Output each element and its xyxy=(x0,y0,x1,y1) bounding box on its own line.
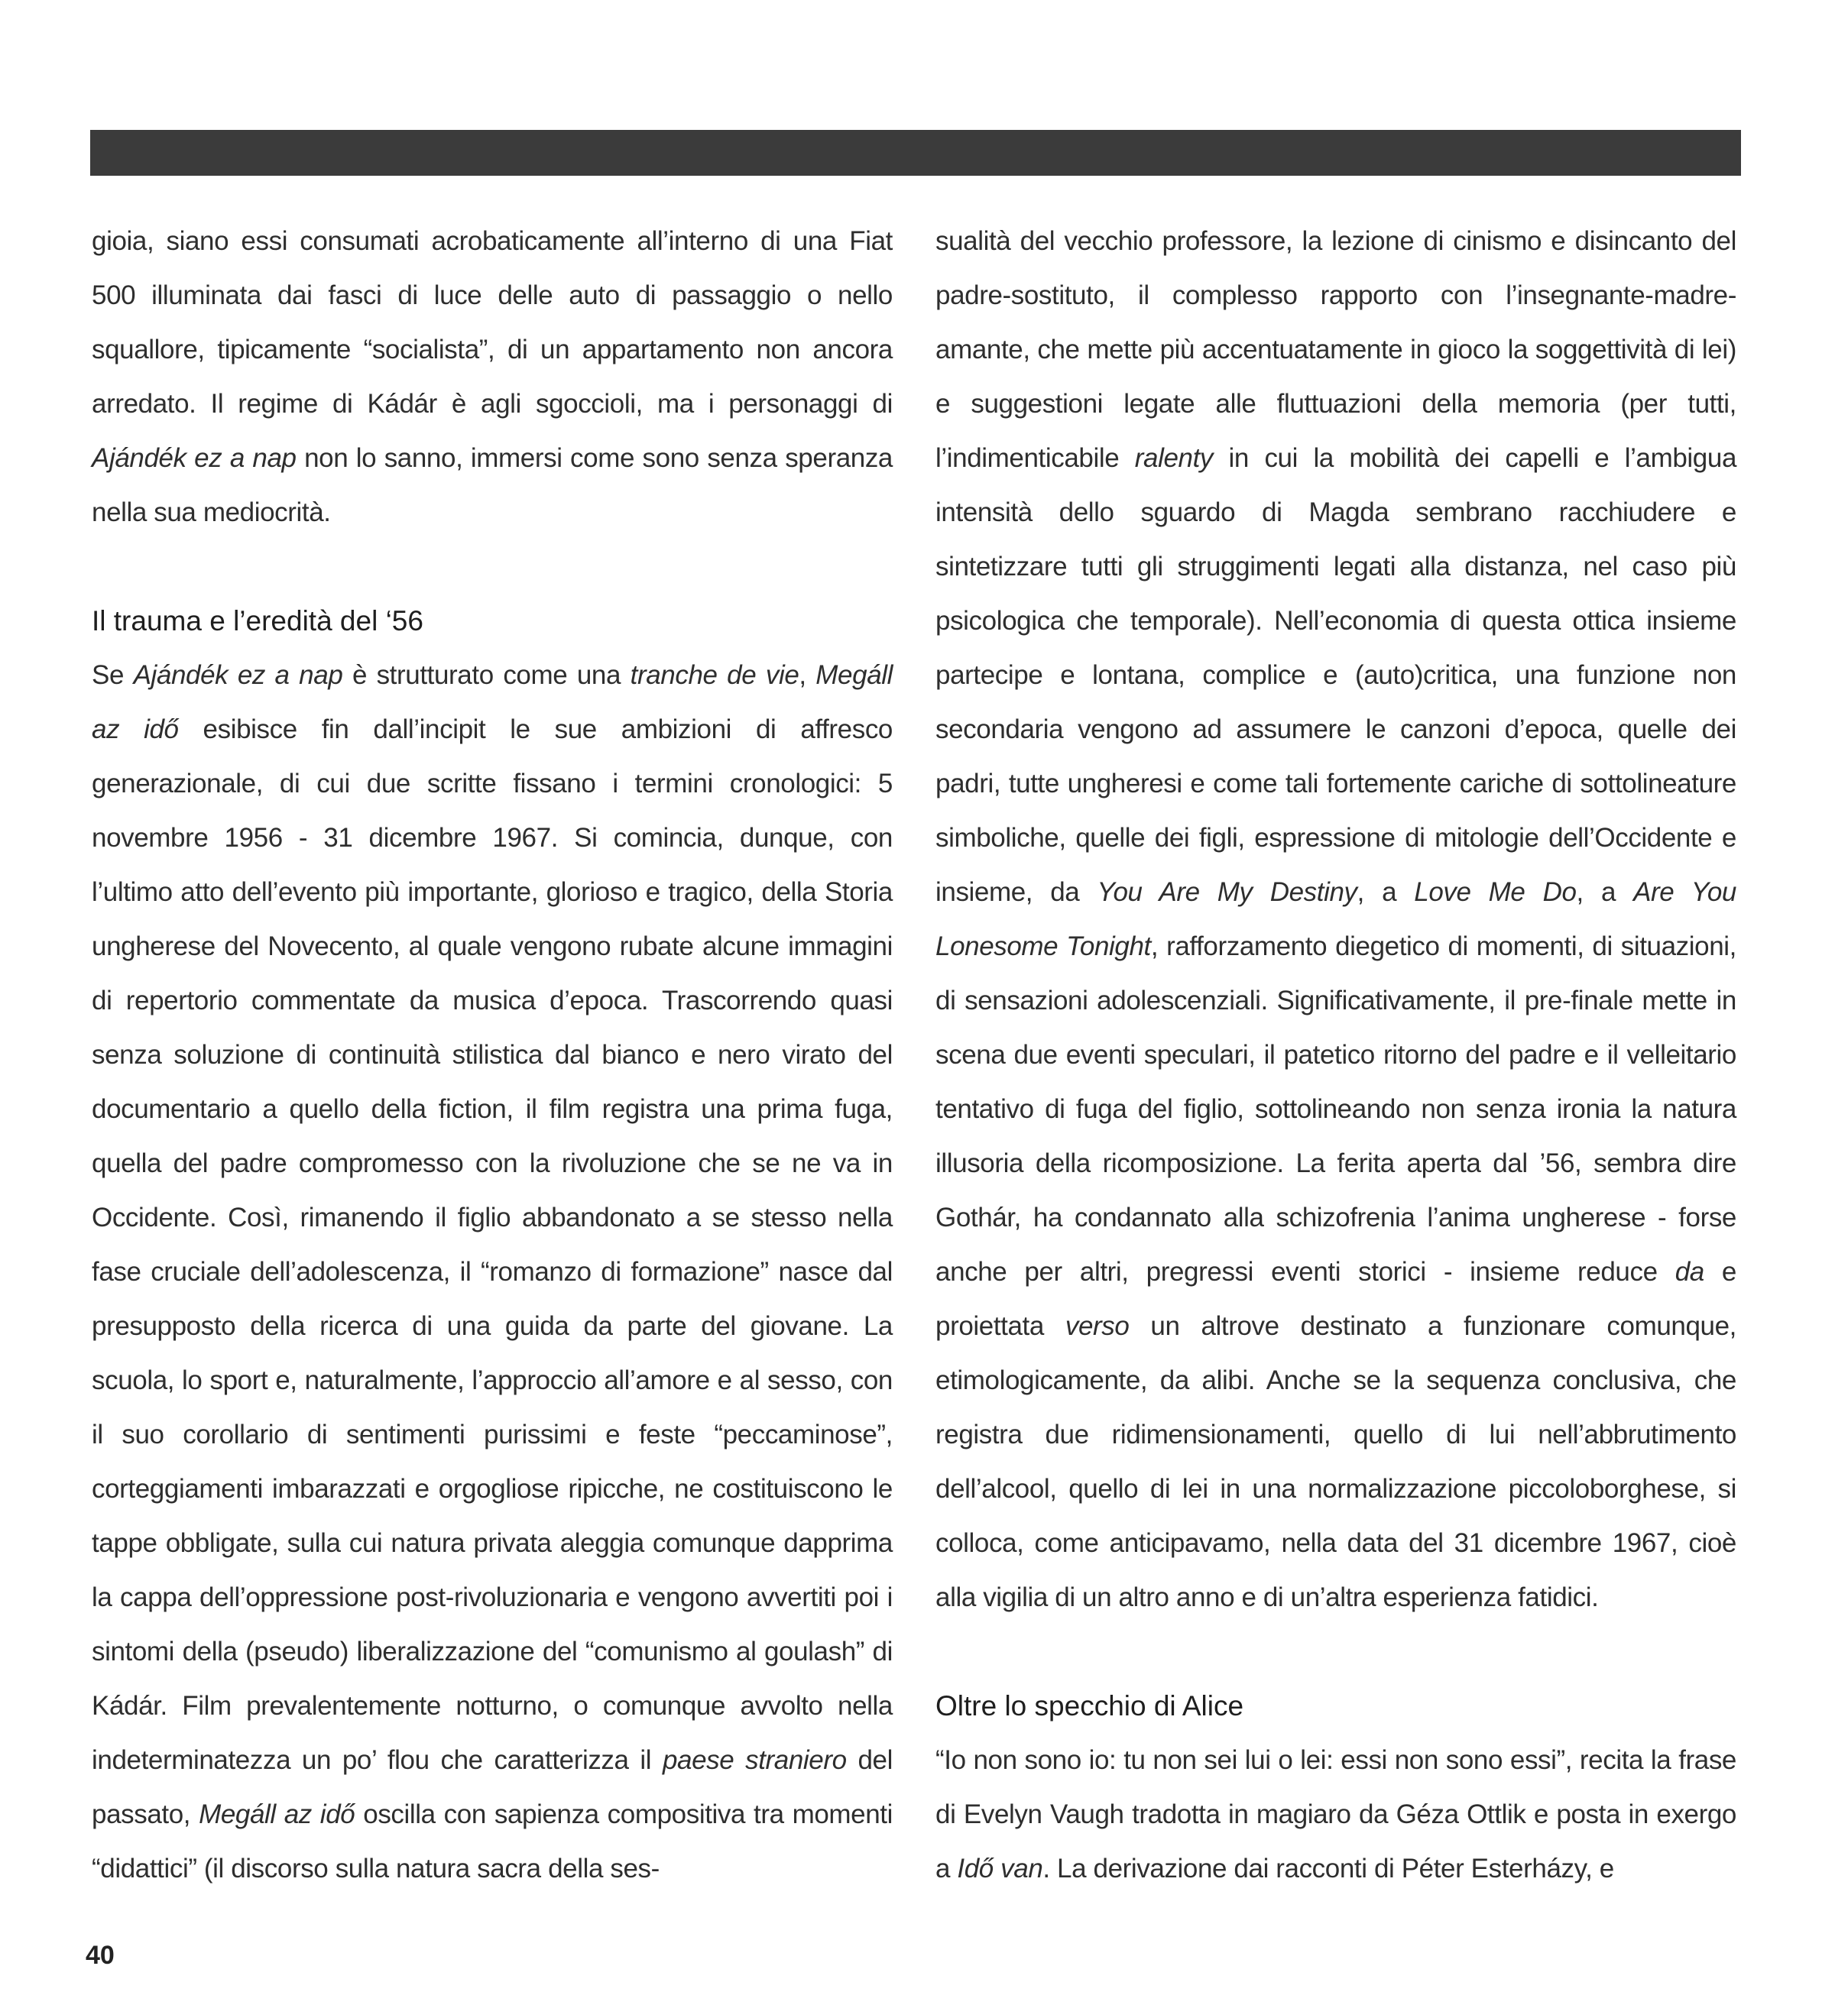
italic-text: Ajándék ez a nap xyxy=(92,443,297,473)
text-run: non lo sanno, immersi come sono senza speranza nella sua mediocrità. xyxy=(92,443,893,527)
page-number: 40 xyxy=(86,1941,115,1970)
left-column xyxy=(92,214,893,1896)
paragraph xyxy=(935,1733,1736,1896)
italic-text: tranche de vie xyxy=(630,660,799,690)
italic-text: Idő van xyxy=(957,1854,1043,1883)
italic-text: Are You Lonesome Tonight xyxy=(935,877,1736,961)
text-run: è strutturato come una xyxy=(342,660,631,690)
text-run: gioia, siano essi consumati acrobaticamente all’interno di una Fiat 500 illuminata dai fasci di luce delle auto di passaggio o nello squallore, tipicamente “socialista”, di un appartamento non ancora arredato. Il regime di Kádár è agli sgoccioli, ma i personaggi di xyxy=(92,226,893,419)
italic-text: You Are My Destiny xyxy=(1097,877,1357,907)
text-run: , xyxy=(799,660,816,690)
italic-text: Ajándék ez a nap xyxy=(133,660,343,690)
italic-text: Megáll az idő xyxy=(199,1799,355,1829)
paragraph xyxy=(92,648,893,1896)
section-heading: Il trauma e l’eredità del ‘56 xyxy=(92,605,423,636)
italic-text: Love Me Do xyxy=(1414,877,1577,907)
header-bar xyxy=(90,130,1741,176)
text-run: Se xyxy=(92,660,134,690)
text-run: sualità del vecchio professore, la lezione di cinismo e disincanto del padre-sostituto, il complesso rapporto con l’insegnante-madre-amante, che mette più accentuatamente in gioco la soggettività di lei) e suggestioni legate alle fluttuazioni della memoria (per tutti, l’indimenticabile xyxy=(935,226,1736,473)
italic-text: da xyxy=(1675,1257,1704,1287)
text-run: del passato, xyxy=(92,1745,893,1829)
italic-text: verso xyxy=(1065,1311,1130,1341)
text-run: , a xyxy=(1576,877,1634,907)
section-heading: Oltre lo specchio di Alice xyxy=(935,1690,1244,1722)
italic-text: Megáll az idő xyxy=(92,660,893,744)
paragraph xyxy=(92,214,893,539)
text-run: esibisce fin dall’incipit le sue ambizioni di affresco generazionale, di cui due scritte fissano i termini cronologici: 5 novembre 1956 - 31 dicembre 1967. Si comincia, dunque, con l’ultimo atto dell’evento più importante, glorioso e tragico, della Storia ungherese del Novecento, al quale vengono rubate alcune immagini di repertorio commentate da musica d’epoca. Trascorrendo quasi senza soluzione di continuità stilistica dal bianco e nero virato del documentario a quello della fiction, il film registra una prima fuga, quella del padre compromesso con la rivoluzione che se ne va in Occidente. Così, rimanendo il figlio abbandonato a se stesso nella fase cruciale dell’adolescenza, il “romanzo di formazione” nasce dal presupposto della ricerca di una guida da parte del giovane. La scuola, lo sport e, naturalmente, l’approccio all’amore e al sesso, con il suo corollario di sentimenti purissimi e feste “peccaminose”, corteggiamenti imbarazzati e orgogliose ripicche, ne costituiscono le tappe obbligate, sulla cui natura privata aleggia comunque dapprima la cappa dell’oppressione post-rivoluzionaria e vengono avvertiti poi i sintomi della (pseudo) liberalizzazione del “comunismo al goulash” di Kádár. Film prevalentemente notturno, o comunque avvolto nella indeterminatezza un po’ flou che caratterizza il xyxy=(92,714,893,1775)
text-run: oscilla con sapienza compositiva tra momenti “didattici” (il discorso sulla natura sacra della ses- xyxy=(92,1799,893,1883)
text-run: . La derivazione dai racconti di Péter Esterházy, e xyxy=(1042,1854,1614,1883)
text-run: un altrove destinato a funzionare comunque, etimologicamente, da alibi. Anche se la sequenza conclusiva, che registra due ridimensionamenti, quello di lui nell’abbrutimento dell’alcool, quello di lei in una normalizzazione piccoloborghese, si colloca, come anticipavamo, nella data del 31 dicembre 1967, cioè alla vigilia di un altro anno e di un’altra esperienza fatidici. xyxy=(935,1311,1736,1612)
right-column xyxy=(935,214,1736,1896)
paragraph xyxy=(935,214,1736,1624)
text-run: , a xyxy=(1357,877,1415,907)
text-run: in cui la mobilità dei capelli e l’ambigua intensità dello sguardo di Magda sembrano racchiudere e sintetizzare tutti gli struggimenti legati alla distanza, nel caso più psicologica che temporale). Nell’economia di questa ottica insieme partecipe e lontana, complice e (auto)critica, una funzione non secondaria vengono ad assumere le canzoni d’epoca, quelle dei padri, tutte ungheresi e come tali fortemente cariche di sottolineature simboliche, quelle dei figli, espressione di mitologie dell’Occidente e insieme, da xyxy=(935,443,1737,907)
text-run: “Io non sono io: tu non sei lui o lei: essi non sono essi”, recita la frase di Evelyn Vaugh tradotta in magiaro da Géza Ottlik e posta in exergo a xyxy=(935,1745,1736,1883)
italic-text: paese straniero xyxy=(662,1745,847,1775)
text-run: e proiettata xyxy=(935,1257,1736,1341)
italic-text: ralenty xyxy=(1134,443,1214,473)
text-run: , rafforzamento diegetico di momenti, di situazioni, di sensazioni adolescenziali. Significativamente, il pre-finale mette in scena due eventi speculari, il patetico ritorno del padre e il velleitario tentativo di fuga del figlio, sottolineando non senza ironia la natura illusoria della ricomposizione. La ferita aperta dal ’56, sembra dire Gothár, ha condannato alla schizofrenia l’anima ungherese - forse anche per altri, pregressi eventi storici - insieme reduce xyxy=(935,931,1736,1287)
